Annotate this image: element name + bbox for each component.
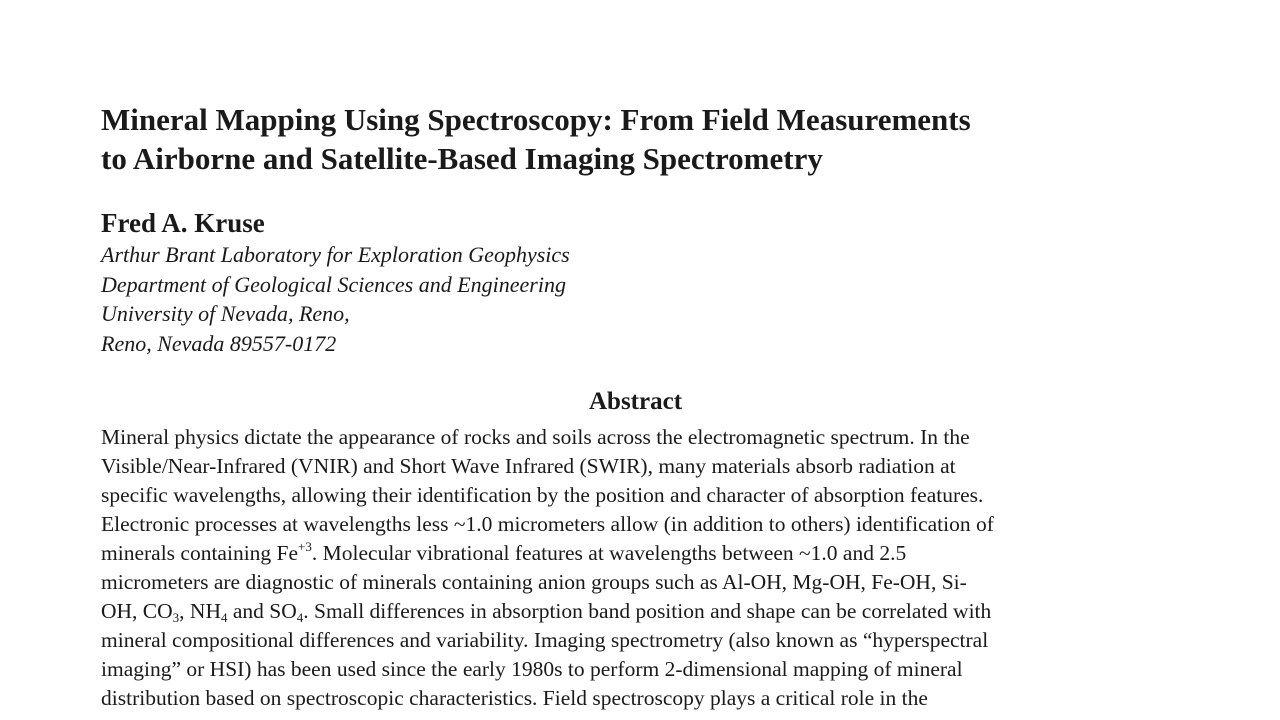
sulfate-subscript: 4 — [296, 610, 304, 625]
affiliation-line-3: University of Nevada, Reno, — [101, 301, 350, 326]
abstract-line-5-a: minerals containing Fe — [101, 541, 299, 565]
abstract-line-7-a: OH, CO — [101, 599, 173, 623]
abstract-line-10: distribution based on spectroscopic characteristics. Field spectroscopy plays a critical role in the — [101, 686, 928, 710]
iron-charge-superscript: +3 — [298, 539, 312, 554]
title-line-2: to Airborne and Satellite-Based Imaging Spectrometry — [101, 141, 823, 176]
abstract-line-4: Electronic processes at wavelengths less ~1.0 micrometers allow (in addition to others) identification of — [101, 512, 994, 536]
abstract-line-8: mineral compositional differences and variability. Imaging spectrometry (also known as “hyperspectral — [101, 628, 989, 652]
abstract-line-9: imaging” or HSI) has been used since the early 1980s to perform 2-dimensional mapping of mineral — [101, 657, 963, 681]
abstract-line-7-b: , NH — [179, 599, 221, 623]
abstract-line-5 — [101, 539, 1176, 568]
abstract-line-7 — [101, 597, 1176, 626]
ammonium-subscript: 4 — [220, 610, 228, 625]
affiliation-line-2: Department of Geological Sciences and Engineering — [101, 271, 566, 297]
paper-title — [101, 100, 1101, 178]
abstract-line-6: micrometers are diagnostic of minerals containing anion groups such as Al-OH, Mg-OH, Fe-OH, Si- — [101, 570, 967, 594]
affiliation-line-4: Reno, Nevada 89557-0172 — [101, 330, 337, 356]
author-affiliation — [101, 240, 570, 358]
abstract-line-1: Mineral physics dictate the appearance of rocks and soils across the electromagnetic spectrum. In the — [101, 425, 970, 449]
title-line-1: Mineral Mapping Using Spectroscopy: From Field Measurements — [101, 102, 971, 137]
author-name: Fred A. Kruse — [101, 208, 265, 238]
abstract-text — [101, 423, 1176, 713]
abstract-line-7-d: . Small differences in absorption band position and shape can be correlated with — [303, 599, 992, 623]
abstract-line-2: Visible/Near-Infrared (VNIR) and Short Wave Infrared (SWIR), many materials absorb radiation at — [101, 454, 956, 478]
paper-page — [101, 0, 1181, 720]
abstract-heading: Abstract — [588, 388, 683, 415]
abstract-line-5-b: . Molecular vibrational features at wavelengths between ~1.0 and 2.5 — [311, 541, 907, 565]
abstract-line-3: specific wavelengths, allowing their identification by the position and character of absorption features. — [101, 483, 984, 507]
abstract-line-7-c: and SO — [227, 599, 297, 623]
carbonate-subscript: 3 — [172, 610, 180, 625]
affiliation-line-1: Arthur Brant Laboratory for Exploration Geophysics — [101, 242, 570, 267]
